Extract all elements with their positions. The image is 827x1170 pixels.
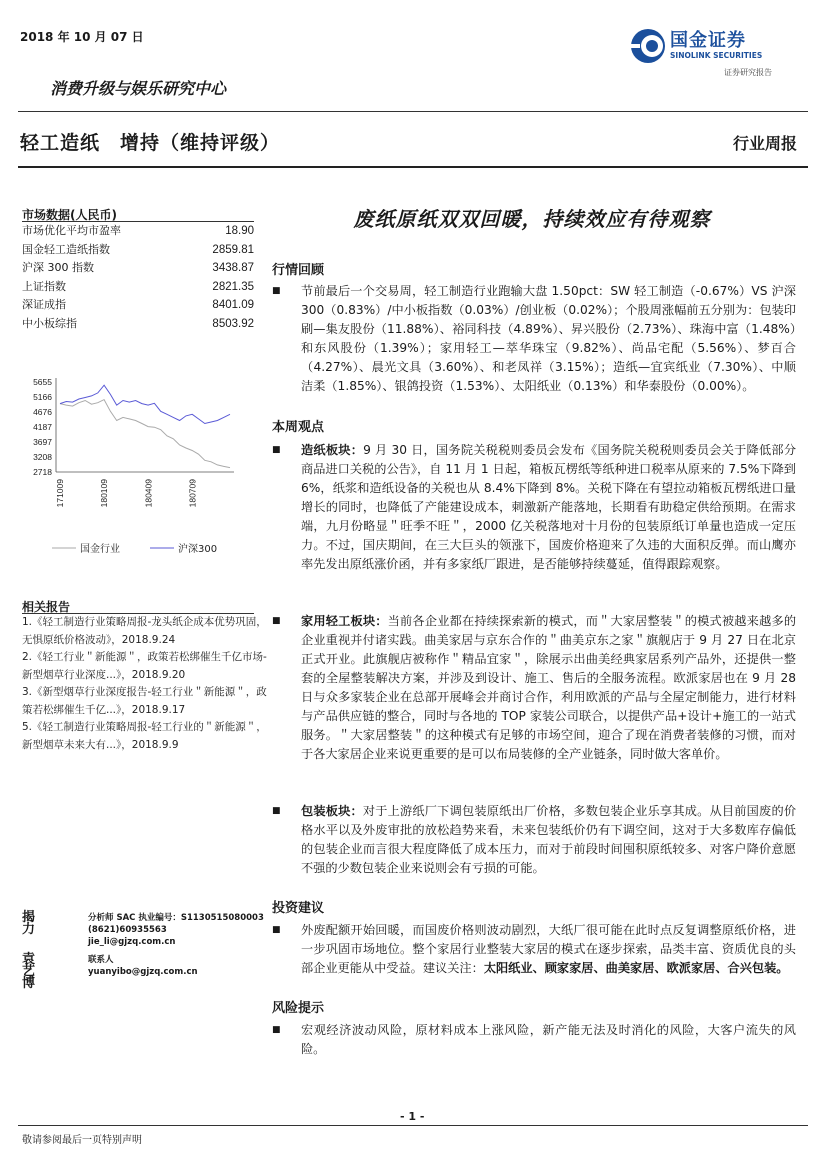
market-row [22,241,254,260]
market-value: 8401.09 [212,299,254,312]
market-value: 2859.81 [212,243,254,256]
bullet-icon: ■ [272,1025,281,1035]
related-reports-title: 相关报告 [22,600,71,614]
paragraph-text: 对于上游纸厂下调包装原纸出厂价格，多数包装企业乐享其成。从目前国废的价格水平以及外废审批的放松趋势来看，未来包装纸价仍有下调空间，这对于大多数库存偏低的包装企业而言很大程度降低了成本压力，而对于前段时间囤积原纸较多、对客户降价意愿不强的少数包装企业来说则会有亏损的可能。 [301,804,797,875]
market-label: 中小板综指 [22,316,77,330]
market-value: 8503.92 [212,317,254,330]
market-label: 沪深 300 指数 [22,261,94,275]
x-tick-label: 180109 [99,479,110,508]
paragraph-text: 宏观经济波动风险，原材料成本上涨风险，新产能无法及时消化的风险，大客户流失的风险。 [301,1023,796,1056]
section-investment-advice: 投资建议 [272,901,325,916]
logo-subtitle: 证券研究报告 [724,68,772,77]
y-tick-label: 4187 [33,421,52,432]
analyst-info [88,954,198,978]
analyst-info [88,912,264,948]
y-tick-label: 2718 [33,467,52,477]
analyst-phone: (8621)60935563 [88,925,167,935]
paragraph-text: 节前最后一个交易周，轻工制造行业跑输大盘 1.50pct：SW 轻工制造（-0.67%）VS 沪深 300（0.83%）/中小板指数（0.03%）/创业板（0.02%）；个股周涨幅前五分别为：包装印刷—集友股份（11.88%）、裕同科技（4.89%）、昇兴股份（2.73%）、珠海中富（1.48%）和东风股份（1.39%）；家用轻工—萃华珠宝（9.82%）、尚品宅配（5.56%）、梦百合（4.27%）、晨光文具（3.60%）、和老凤祥（3.15%）；造纸—宜宾纸业（7.30%）、中顺洁柔（1.85%）、银鸽投资（1.53%）、太阳纸业（0.13%）和华泰股份（0.00%）。 [301,284,796,393]
home-sector-paragraph [272,612,796,764]
section-risk: 风险提示 [272,1001,325,1016]
related-report-item[interactable]: 2.《轻工行业＂新能源＂，政策若松绑催生千亿市场-新型烟草行业深度...》，2018.9.20 [22,651,267,681]
related-reports-list [22,614,272,754]
paragraph-heading: 包装板块： [301,804,363,818]
related-report-item[interactable]: 1.《轻工制造行业策略周报-龙头纸企成本优势巩固，无惧原纸价格波动》，2018.9.24 [22,616,267,646]
analyst-name: 袁艺博 [22,952,39,991]
market-data-title: 市场数据(人民币) [22,208,117,222]
y-tick-label: 5166 [33,391,52,402]
sinolink-logo-icon [628,26,668,66]
x-tick-label: 171009 [55,479,65,508]
paragraph-text: 当前各企业都在持续探索新的模式，而＂大家居整装＂的模式被越来越多的企业重视并付诸实践。曲美家居与京东合作的＂曲美京东之家＂旗舰店于 9 月 27 日在北京正式开业。此旗舰店被称作＂精品宜家＂，除展示出曲美经典家居系列产品外，还提供一整套的全屋整装解决方案，并涉及到设计、施工、售后的全服务流程。欧派家居也在 9 月 28 日与众多家装企业在总部开展峰会并商讨合作，利用欧派的产品与全屋定制能力，进行材料与产品供应链的整合，同时与各地的 TOP 家装公司联合，以提供产品+设计+施工的一站式服务。＂大家居整装＂的这种模式有足够的市场空间，迎合了现在消费者装修的习惯，而对于各大家居企业来说更重要的是可以布局装修的全产业链条，同时做大客单价。 [301,614,797,761]
risk-paragraph [272,1021,796,1059]
paragraph-text: 外废配额开始回暖，而国废价格则波动剧烈，大纸厂很可能在此时点反复调整原纸价格，进一步巩固市场地位。整个家居行业整装大家居的模式在逐步探索，品类丰富、资质优良的头部企业更能从中受益。建议关注： [301,923,796,975]
market-label: 市场优化平均市盈率 [22,224,121,237]
market-label: 上证指数 [22,279,66,293]
market-label: 国金轻工造纸指数 [22,242,110,256]
y-tick-label: 5655 [33,377,52,387]
analyst-name: 揭力 [22,910,39,937]
title-divider [18,166,808,168]
industry-rating: 轻工造纸 增持（维持评级） [20,132,281,154]
related-report-item[interactable]: 3.《新型烟草行业深度报告-轻工行业＂新能源＂，政策若松绑催生千亿...》，2018.9.17 [22,686,267,716]
index-comparison-chart [22,372,242,562]
x-tick-label: 180709 [187,479,198,508]
bullet-icon: ■ [272,925,281,935]
market-row [22,222,254,241]
research-center-name: 消费升级与娱乐研究中心 [50,79,227,98]
page-number: - 1 - [400,1110,425,1123]
bullet-icon: ■ [272,286,281,296]
market-data-table [22,222,254,334]
bullet-icon: ■ [272,806,281,816]
paper-sector-paragraph [272,441,796,574]
market-value: 3438.87 [212,262,254,275]
y-tick-label: 3697 [33,437,52,447]
series-line-沪深300 [60,385,230,423]
market-value: 2821.35 [212,280,254,293]
market-value: 18.90 [225,225,254,237]
bullet-icon: ■ [272,445,281,455]
analyst-role: 联系人 [88,955,114,965]
index-chart-svg [22,372,242,562]
legend-label: 沪深300 [178,544,218,555]
paragraph-heading: 家用轻工板块： [301,614,388,628]
header-divider [18,111,808,112]
analyst-sac: 分析师 SAC 执业编号：S1130515080003 [88,913,264,923]
market-row [22,278,254,297]
report-date: 2018 年 10 月 07 日 [20,30,144,44]
report-title: 废纸原纸双双回暖，持续效应有待观察 [353,207,711,231]
market-row [22,259,254,278]
paragraph-text: 9 月 30 日，国务院关税税则委员会发布《国务院关税税则委员会关于降低部分商品进口关税的公告》，自 11 月 1 日起，箱板瓦楞纸等纸种进口税率从原来的 7.5%下降到 6%，纸浆和造纸设备的关税也从 8.4%下降到 8%。关税下降在有望拉动箱板瓦楞纸进口量增长的同时，也降低了产能建设成本，刺激新产能落地，长期看有助稳定供给预期。在需求端，九月份略显＂旺季不旺＂，2000 亿关税落地对十月份的包装原纸订单量也造成一定压力。不过，国庆期间，在三大巨头的领涨下，国废价格迎来了久违的大面积反弹。而山鹰亦率先发出原纸涨价函，并有多家纸厂跟进，是否能够持续蔓延，值得跟踪观察。 [301,443,797,571]
y-tick-label: 3208 [33,451,52,462]
logo-english-name: SINOLINK SECURITIES [670,51,763,60]
footer-divider [18,1125,808,1126]
related-report-item[interactable]: 5.《轻工制造行业策略周报-轻工行业的＂新能源＂，新型烟草未来大有...》，2018.9.9 [22,721,267,751]
company-logo [628,24,808,84]
market-row [22,296,254,315]
legend-label: 国金行业 [80,544,120,555]
section-market-review: 行情回顾 [272,263,325,278]
logo-name: 国金证券 [670,30,746,51]
disclaimer-note: 敬请参阅最后一页特别声明 [22,1135,142,1146]
packaging-sector-paragraph [272,802,796,878]
market-label: 深证成指 [22,298,66,312]
bullet-icon: ■ [272,616,281,626]
recommended-stocks: 太阳纸业、顾家家居、曲美家居、欧派家居、合兴包装。 [483,961,789,975]
report-type: 行业周报 [732,134,797,153]
market-review-paragraph [272,282,796,396]
x-tick-label: 180409 [143,479,154,508]
market-row [22,315,254,334]
section-weekly-view: 本周观点 [272,420,325,435]
analyst-email[interactable]: yuanyibo@gjzq.com.cn [88,967,198,977]
y-tick-label: 4676 [33,407,52,417]
paragraph-heading: 造纸板块： [301,443,364,457]
investment-advice-paragraph [272,921,796,978]
analyst-email[interactable]: jie_li@gjzq.com.cn [88,937,176,947]
series-line-国金行业 [60,400,230,468]
